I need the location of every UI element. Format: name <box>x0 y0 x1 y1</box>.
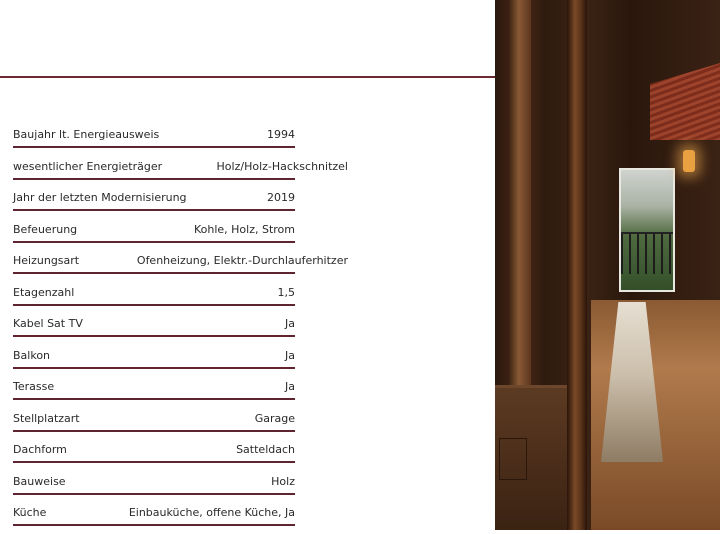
spec-label: Dachform <box>13 443 67 456</box>
spec-row-kueche <box>13 502 295 534</box>
spec-row-dachform <box>13 439 295 471</box>
spec-label: Jahr der letzten Modernisierung <box>13 191 187 204</box>
row-divider <box>13 178 295 180</box>
row-divider <box>13 209 295 211</box>
spec-row-heizungsart <box>13 250 348 282</box>
row-divider <box>13 367 295 369</box>
spec-row-befeuerung <box>13 219 295 251</box>
photo-ceiling <box>650 60 720 140</box>
photo-cabinet <box>495 385 567 530</box>
spec-value: Einbauküche, offene Küche, Ja <box>128 506 295 519</box>
spec-row-energietraeger <box>13 156 348 188</box>
spec-value: Satteldach <box>236 443 295 456</box>
spec-label: Terasse <box>13 380 55 393</box>
spec-value: 2019 <box>267 191 295 204</box>
spec-row-kabel-sat-tv <box>13 313 295 345</box>
spec-row-stellplatzart <box>13 408 295 440</box>
spec-row-bauweise <box>13 471 295 503</box>
spec-label: Etagenzahl <box>13 285 75 299</box>
spec-row-modernisierung <box>13 187 295 219</box>
row-divider <box>13 146 295 148</box>
row-divider <box>13 461 295 463</box>
photo-balcony-rail <box>621 232 673 274</box>
spec-value: Ja <box>285 317 295 330</box>
spec-label: Kabel Sat TV <box>13 317 83 330</box>
spec-row-terasse <box>13 376 295 408</box>
row-divider <box>13 241 295 243</box>
spec-label: wesentlicher Energieträger <box>13 159 163 173</box>
spec-value: Ja <box>285 348 295 362</box>
spec-value: 1994 <box>267 128 295 141</box>
row-divider <box>13 524 295 526</box>
interior-photo <box>495 0 720 530</box>
property-specs-list <box>13 124 348 534</box>
spec-row-etagenzahl <box>13 282 295 314</box>
spec-value: Garage <box>254 411 295 425</box>
spec-label: Bauweise <box>13 474 66 488</box>
row-divider <box>13 493 295 495</box>
row-divider <box>13 335 295 337</box>
photo-lamp <box>683 150 695 172</box>
spec-label: Baujahr lt. Energieausweis <box>13 128 160 141</box>
spec-value: Ja <box>285 380 295 393</box>
spec-value: Holz/Holz-Hackschnitzel <box>216 159 348 173</box>
row-divider <box>13 430 295 432</box>
spec-label: Küche <box>13 506 47 519</box>
spec-value: Ofenheizung, Elektr.-Durchlauferhitzer <box>136 254 348 267</box>
spec-label: Heizungsart <box>13 254 80 267</box>
spec-value: Kohle, Holz, Strom <box>193 222 295 236</box>
photo-window <box>619 168 675 292</box>
spec-row-balkon <box>13 345 295 377</box>
photo-drawer <box>499 438 527 480</box>
spec-value: Holz <box>271 474 295 488</box>
spec-label: Balkon <box>13 348 51 362</box>
spec-value: 1,5 <box>277 285 295 299</box>
row-divider <box>13 398 295 400</box>
spec-row-baujahr <box>13 124 295 156</box>
spec-label: Befeuerung <box>13 222 78 236</box>
header-divider <box>0 76 495 78</box>
row-divider <box>13 304 295 306</box>
spec-label: Stellplatzart <box>13 411 80 425</box>
photo-doorframe <box>567 0 587 530</box>
photo-post <box>509 0 531 385</box>
row-divider <box>13 272 295 274</box>
